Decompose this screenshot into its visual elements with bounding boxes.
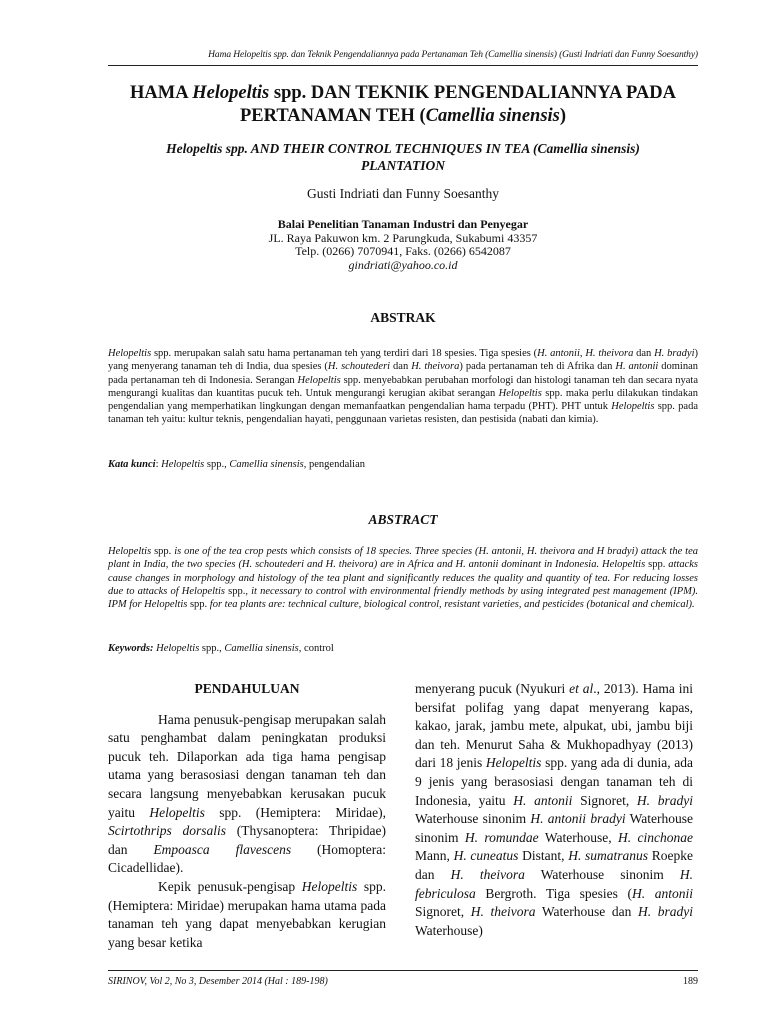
keywords: Keywords: Helopeltis spp., Camellia sinensis, control bbox=[108, 643, 334, 654]
footer-rule bbox=[108, 970, 698, 971]
abstrak-text: Helopeltis spp. merupakan salah satu hama pertanaman teh yang terdiri dari 18 spesies. Tiga spesies (H. antonii, H. theivora dan H. bradyi) yang menyerang tanaman teh di India, dua spesies (H. schoutederi dan H. theivora) pada pertanaman teh di Afrika dan H. antonii dominan pada pertanaman teh di Indonesia. Serangan Helopeltis spp. menyebabkan perubahan morfologi dan histologi tanaman teh dan secara nyata mengurangi kualitas dan kuantitas pucuk teh. Untuk mengurangi kerugian akibat serangan Helopeltis spp. maka perlu dilakukan tindakan pengendalian yang memperhatikan lingkungan dengan memanfaatkan pengendalian hama terpadu (PHT). PHT untuk Helopeltis spp. pada tanaman teh yaitu: kultur teknis, pengendalian hayati, penggunaan varietas resisten, dan pestisida (nabati dan kimia). bbox=[108, 348, 699, 426]
journal-citation: SIRINOV, Vol 2, No 3, Desember 2014 (Hal : 189-198) bbox=[108, 976, 328, 987]
phone: Telp. (0266) 7070941, Faks. (0266) 6542087 bbox=[295, 244, 511, 258]
affiliation bbox=[108, 218, 698, 272]
abstrak-heading: ABSTRAK bbox=[370, 310, 436, 325]
paragraph: menyerang pucuk (Nyukuri et al., 2013). Hama ini bersifat polifag yang dapat menyerang kapas, kakao, jarak, jambu mete, alpukat, ubi, jambu biji dan teh. Menurut Saha & Mukhopadhyay (2013) dari 18 jenis Helopeltis spp. yang ada di dunia, ada 9 jenis yang berasosiasi dengan tanaman teh di Indonesia, yaitu H. antonii Signoret, H. bradyi Waterhouse sinonim H. antonii bradyi Waterhouse sinonim H. romundae Waterhouse, H. cinchonae Mann, H. cuneatus Distant, H. sumatranus Roepke dan H. theivora Waterhouse sinonim H. febriculosa Bergroth. Tiga spesies (H. antonii Signoret, H. theivora Waterhouse dan H. bradyi Waterhouse) bbox=[415, 681, 694, 938]
paper-title: HAMA Helopeltis spp. DAN TEKNIK PENGENDALIANNYA PADA PERTANAMAN TEH (Camellia sinensis) bbox=[130, 83, 676, 126]
page-number: 189 bbox=[683, 976, 698, 987]
section-heading-pendahuluan: PENDAHULUAN bbox=[194, 681, 300, 696]
paper-subtitle: Helopeltis spp. AND THEIR CONTROL TECHNIQUES IN TEA (Camellia sinensis) PLANTATION bbox=[166, 141, 640, 173]
abstract-text: Helopeltis spp. is one of the tea crop pests which consists of 18 species. Three species (H. antonii, H. theivora and H bradyi) attack the tea plant in India, the two species (H. schoutederi and H. theivora) are in Africa and H. antonii dominant in Indonesia. Helopeltis spp. attacks cause changes in morphology and histology of the tea plant and significantly reduces the quality and quantity of tea. For reducing losses due to attacks of Helopeltis spp., it necessary to control with environmental friendly methods by using integrated pest management (IPM). IPM for Helopeltis spp. for tea plants are: technical culture, biological control, resistant varieties, and pesticides (botanical and chemical). bbox=[108, 546, 698, 611]
header-rule bbox=[108, 65, 698, 66]
address: JL. Raya Pakuwon km. 2 Parungkuda, Sukabumi 43357 bbox=[268, 230, 538, 245]
abstract-heading: ABSTRACT bbox=[368, 512, 438, 527]
paragraph: Hama penusuk-pengisap merupakan salah satu penghambat dalam peningkatan produksi pucuk teh. Dilaporkan ada tiga hama pengisap utama yang berasosiasi dengan tanaman teh dan secara langsung menyebabkan kerusakan pucuk yaitu Helopeltis spp. (Hemiptera: Miridae), Scirtothrips dorsalis (Thysanoptera: Thripidae) dan Empoasca flavescens (Homoptera: Cicadellidae). bbox=[108, 711, 387, 876]
body-column-left bbox=[108, 680, 386, 952]
running-head: Hama Helopeltis spp. dan Teknik Pengendaliannya pada Pertanaman Teh (Camellia sinensis) (Gusti Indriati dan Funny Soesanthy) bbox=[208, 50, 698, 60]
institution: Balai Penelitian Tanaman Industri dan Penyegar bbox=[277, 217, 529, 231]
email: gindriati@yahoo.co.id bbox=[348, 257, 458, 272]
paragraph: Kepik penusuk-pengisap Helopeltis spp. (Hemiptera: Miridae) merupakan hama utama pada tanaman teh yang dapat menyebabkan kerugian yang besar ketika bbox=[108, 878, 386, 950]
kata-kunci: Kata kunci: Helopeltis spp., Camellia sinensis, pengendalian bbox=[108, 459, 365, 470]
body-column-right bbox=[415, 680, 693, 940]
authors: Gusti Indriati dan Funny Soesanthy bbox=[307, 186, 499, 201]
